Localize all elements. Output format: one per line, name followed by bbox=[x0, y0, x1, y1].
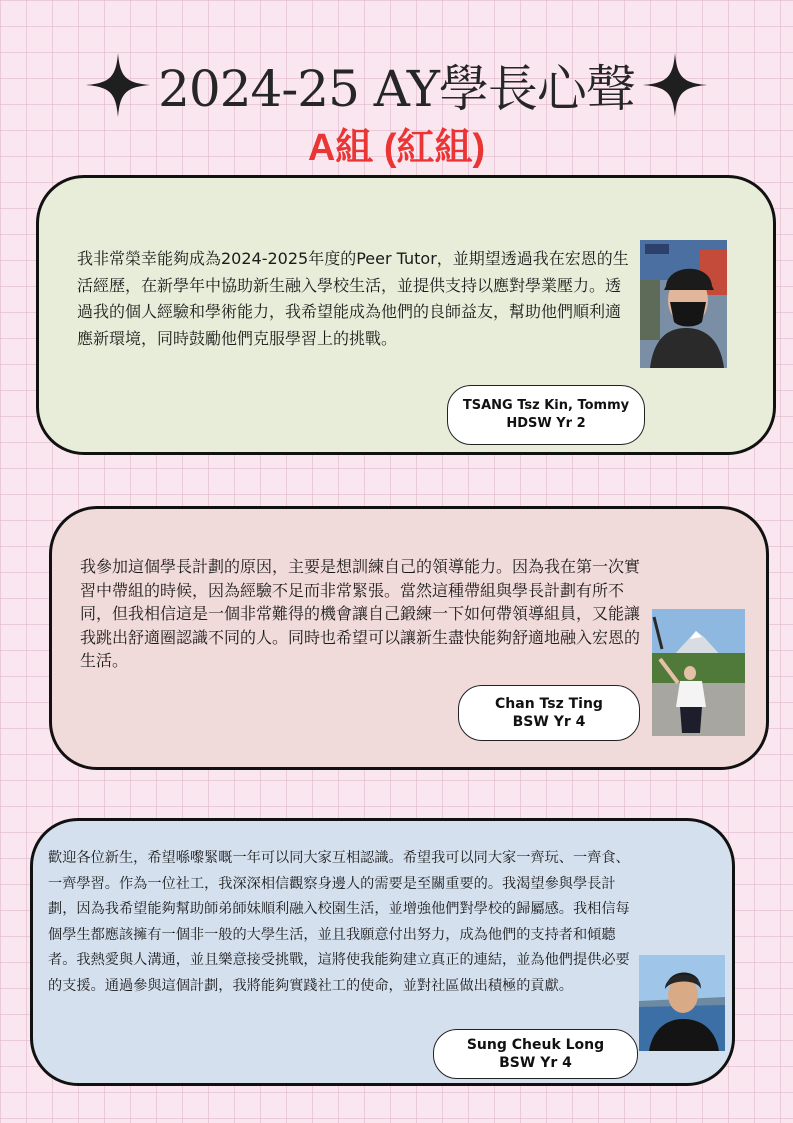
testimonial-card bbox=[36, 175, 776, 455]
testimonial-text: 我參加這個學長計劃的原因，主要是想訓練自己的領導能力。因為我在第一次實習中帶組的時候，因為經驗不足而非常緊張。當然這種帶組與學長計劃有所不同，但我相信這是一個非常難得的機會讓自己鍛練一下如何帶領導組員，又能讓我跳出舒適圈認識不同的人。同時也希望可以讓新生盡快能夠舒適地融入宏恩的生活。 bbox=[80, 557, 641, 670]
testimonial-card bbox=[49, 506, 769, 770]
testimonial-text: 歡迎各位新生，希望喺嚟緊嘅一年可以同大家互相認識。希望我可以同大家一齊玩、一齊食、一齊學習。作為一位社工，我深深相信觀察身邊人的需要是至關重要的。我渴望參與學長計劃，因為我希望能夠幫助師弟師妹順利融入校園生活，並增強他們對學校的歸屬感。我相信每個學生都應該擁有一個非一般的大學生活，並且我願意付出努力，成為他們的支持者和傾聽者。我熱愛與人溝通，並且樂意接受挑戰，這將使我能夠建立真正的連結，並為他們提供必要的支援。通過參與這個計劃，我將能夠實踐社工的使命，並對社區做出積極的貢獻。 bbox=[48, 850, 630, 994]
person-program: BSW Yr 4 bbox=[499, 1055, 572, 1071]
person-name: Chan Tsz Ting bbox=[495, 696, 603, 712]
page-header bbox=[0, 50, 793, 120]
name-badge bbox=[447, 385, 645, 445]
person-program: BSW Yr 4 bbox=[512, 714, 586, 730]
person-name: TSANG Tsz Kin, Tommy bbox=[462, 398, 630, 413]
person-name: Sung Cheuk Long bbox=[466, 1037, 605, 1053]
name-badge bbox=[433, 1029, 638, 1079]
profile-photo bbox=[640, 240, 727, 368]
testimonial-card bbox=[30, 818, 735, 1086]
page-title: 2024-25 AY學長心聲 bbox=[158, 60, 635, 118]
profile-photo bbox=[652, 609, 745, 736]
profile-photo bbox=[639, 955, 725, 1051]
testimonial-text: 我非常榮幸能夠成為2024-2025年度的Peer Tutor，並期望透過我在宏恩的生活經歷，在新學年中協助新生融入學校生活，並提供支持以應對學業壓力。透過我的個人經驗和學術能力，我希望能成為他們的良師益友，幫助他們順利適應新環境，同時鼓勵他們克服學習上的挑戰。 bbox=[77, 249, 629, 348]
sparkle-icon bbox=[643, 53, 707, 117]
name-badge bbox=[458, 685, 640, 741]
page-subtitle: A組 (紅組) bbox=[307, 127, 486, 169]
person-program: HDSW Yr 2 bbox=[506, 416, 586, 431]
sparkle-icon bbox=[86, 53, 150, 117]
